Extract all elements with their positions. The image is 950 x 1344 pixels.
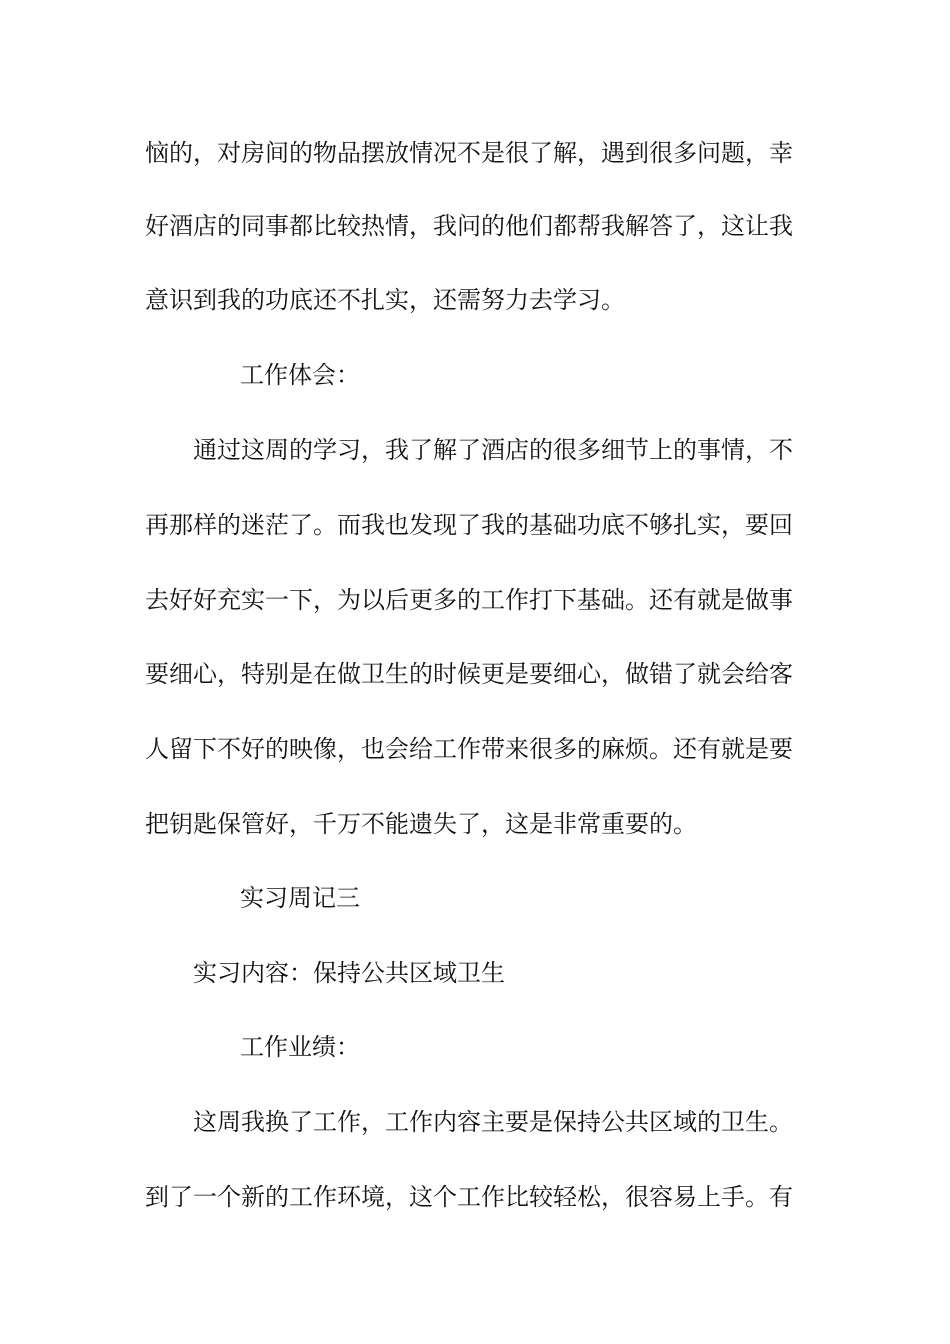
- heading-work-performance: 工作业绩：: [240, 1033, 360, 1061]
- text-line-9: 人留下不好的映像，也会给工作带来很多的麻烦。还有就是要: [145, 735, 793, 763]
- text-internship-content: 实习内容：保持公共区域卫生: [193, 959, 505, 987]
- text-line-15: 到了一个新的工作环境，这个工作比较轻松，很容易上手。有: [145, 1183, 793, 1211]
- heading-work-experience: 工作体会：: [240, 361, 360, 389]
- heading-weekly-journal-3: 实习周记三: [240, 884, 360, 912]
- text-line-14: 这周我换了工作，工作内容主要是保持公共区域的卫生。: [193, 1108, 793, 1136]
- text-line-2: 好酒店的同事都比较热情，我问的他们都帮我解答了，这让我: [145, 212, 793, 240]
- text-line-5: 通过这周的学习，我了解了酒店的很多细节上的事情，不: [193, 436, 793, 464]
- text-line-1: 恼的，对房间的物品摆放情况不是很了解，遇到很多问题，幸: [145, 139, 793, 167]
- text-line-3: 意识到我的功底还不扎实，还需努力去学习。: [145, 286, 625, 314]
- text-line-7: 去好好充实一下，为以后更多的工作打下基础。还有就是做事: [145, 586, 793, 614]
- text-line-8: 要细心，特别是在做卫生的时候更是要细心，做错了就会给客: [145, 660, 793, 688]
- text-line-10: 把钥匙保管好，千万不能遗失了，这是非常重要的。: [145, 810, 697, 838]
- text-line-6: 再那样的迷茫了。而我也发现了我的基础功底不够扎实，要回: [145, 511, 793, 539]
